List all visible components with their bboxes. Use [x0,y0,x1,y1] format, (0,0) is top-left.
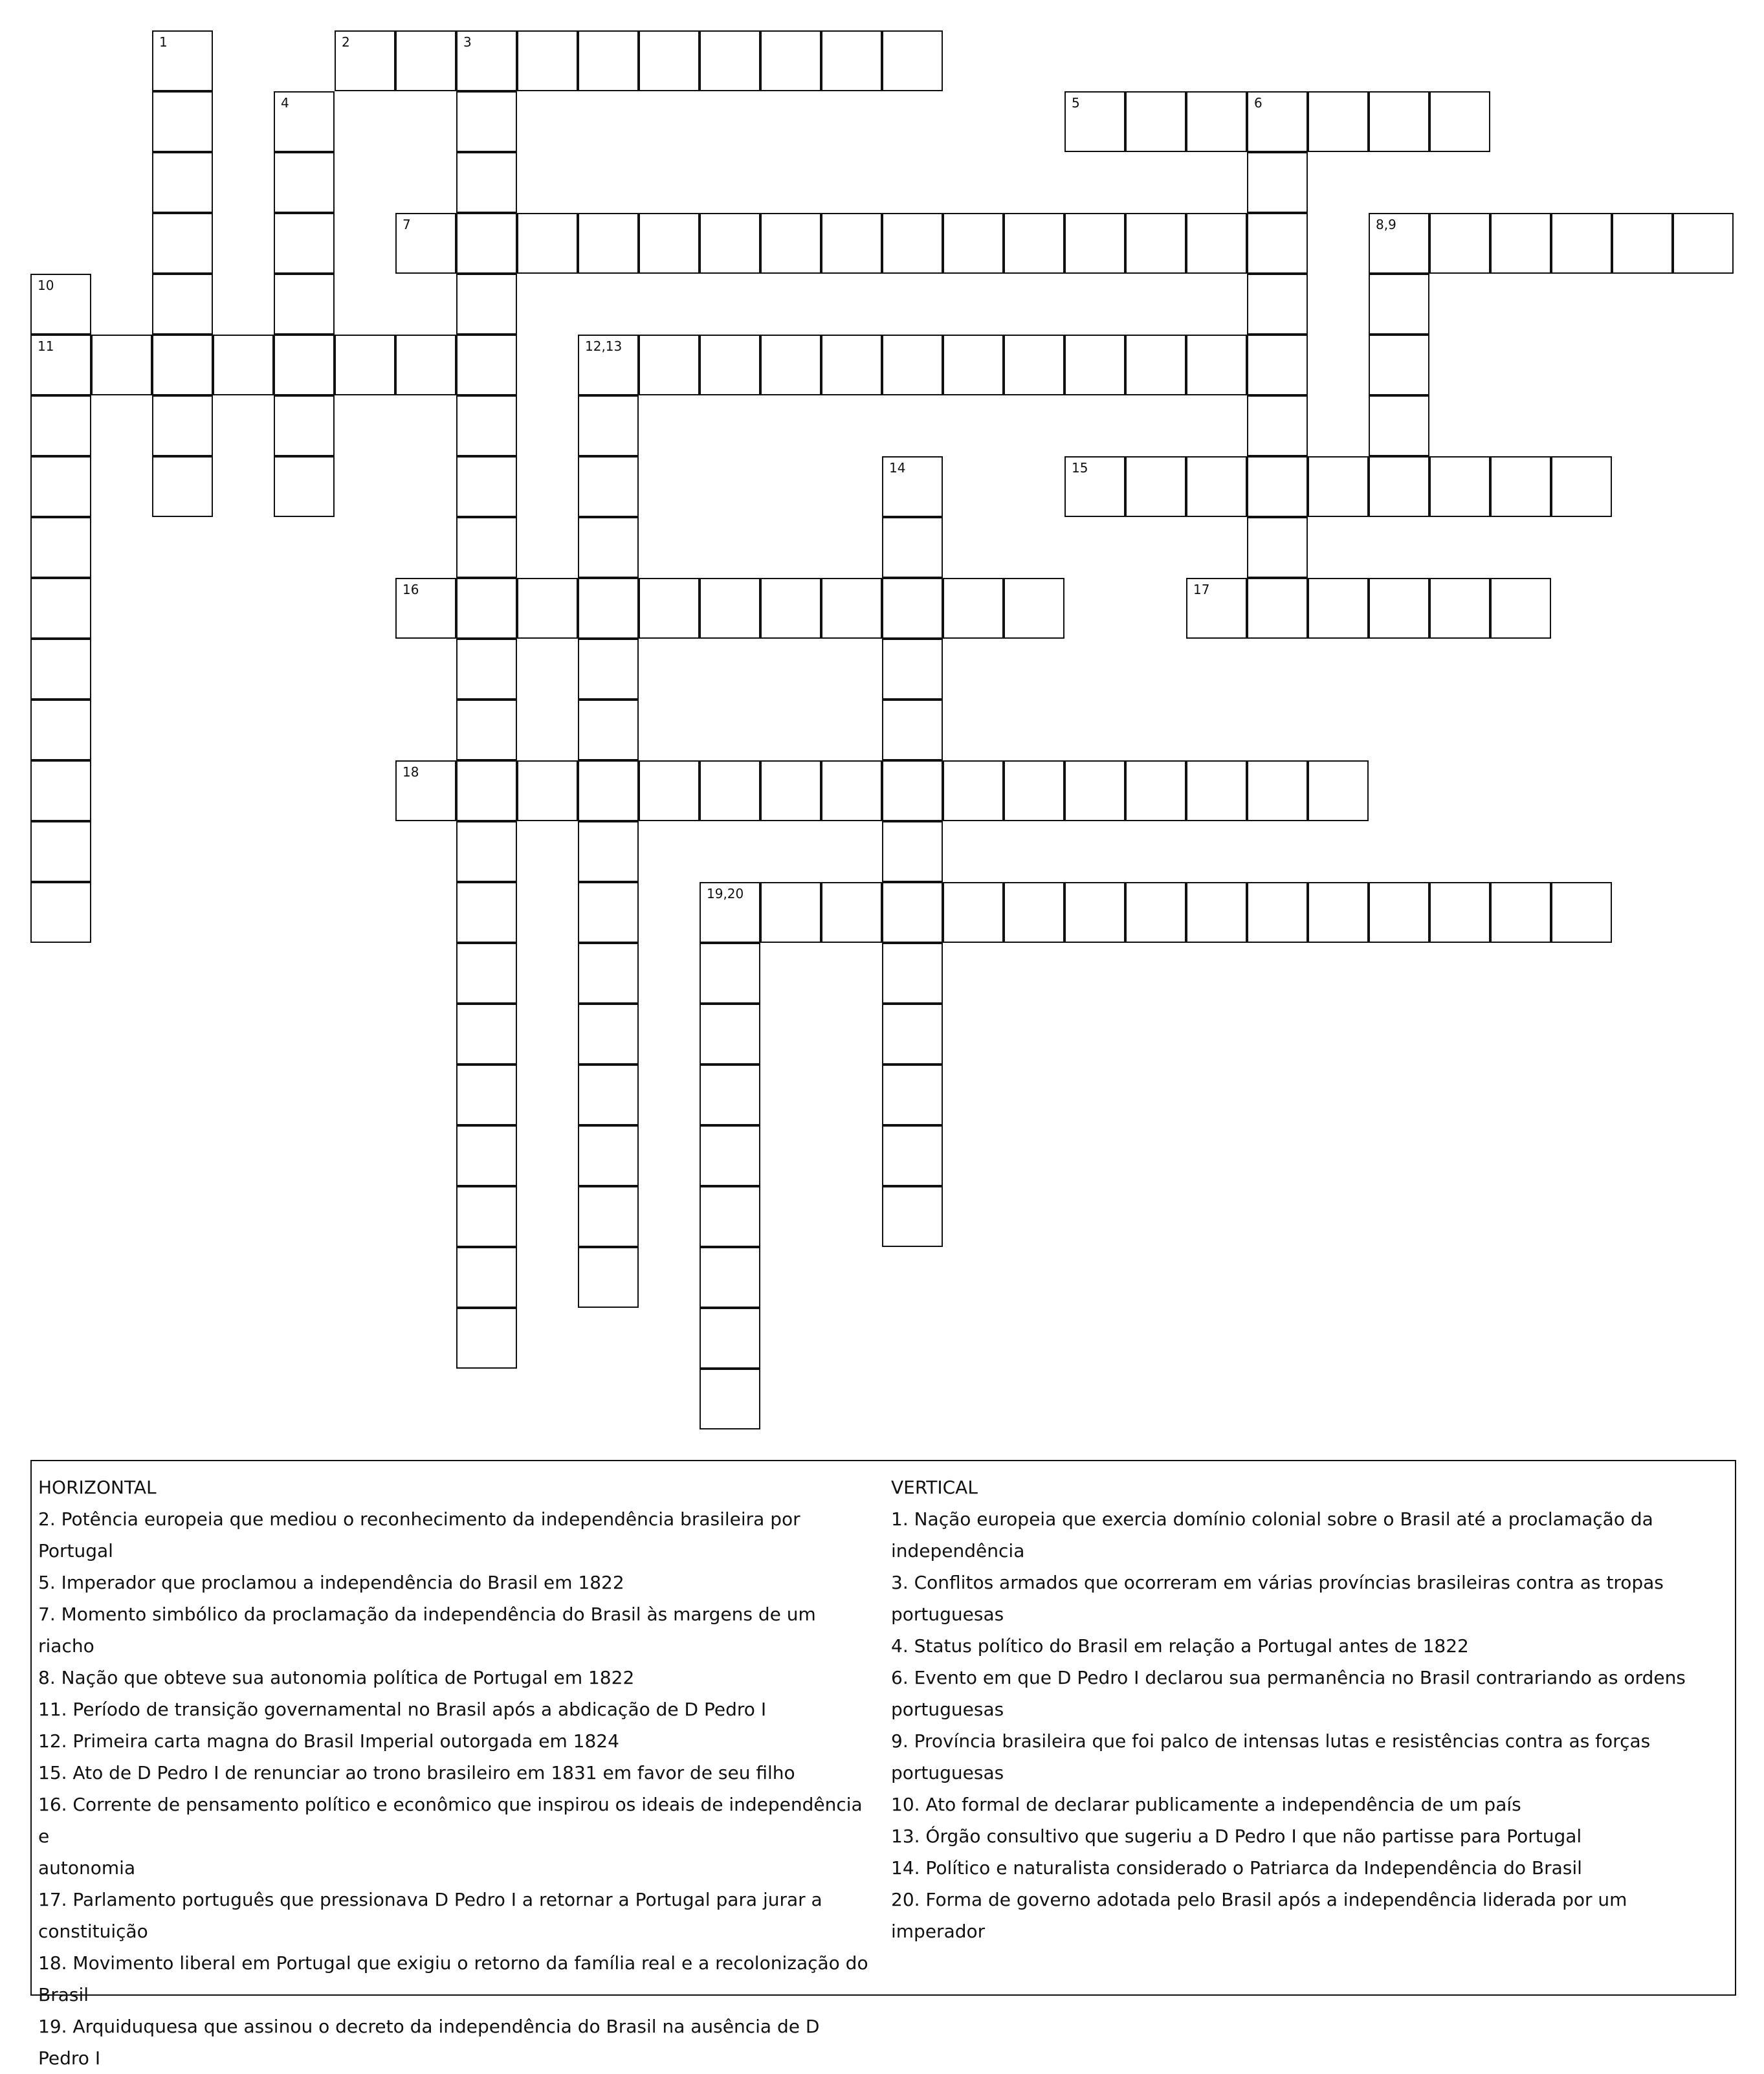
grid-cell[interactable] [1004,213,1064,274]
grid-cell[interactable] [395,30,456,91]
grid-cell[interactable] [1673,213,1734,274]
grid-cell[interactable] [1369,91,1429,152]
grid-cell[interactable] [882,335,943,395]
clue-line: portuguesas [891,1699,1004,1720]
grid-cell[interactable] [1247,152,1308,213]
grid-cell[interactable] [1004,760,1064,821]
grid-cell[interactable] [639,760,700,821]
clue-line: 5. Imperador que proclamou a independência do Brasil em 1822 [38,1572,624,1593]
grid-cell[interactable] [943,760,1004,821]
grid-cell[interactable] [943,213,1004,274]
grid-cell[interactable] [213,335,274,395]
grid-cell[interactable] [639,335,700,395]
grid-cell[interactable] [882,213,943,274]
grid-cell[interactable] [456,456,517,517]
clue-line: 9. Província brasileira que foi palco de intensas lutas e resistências contra as forças portuguesas [891,1730,1651,1783]
grid-cell[interactable] [152,456,213,517]
grid-cell[interactable] [1429,213,1490,274]
grid-cell[interactable] [1247,882,1308,943]
grid-cell[interactable] [700,1125,760,1186]
grid-cell[interactable] [1247,395,1308,456]
clue-line: 17. Parlamento português que pressionava D Pedro I a retornar a Portugal para jurar a [38,1889,822,1910]
clue-line: 4. Status político do Brasil em relação a Portugal antes de 1822 [891,1635,1469,1657]
grid-cell[interactable] [30,274,91,335]
grid-cell[interactable] [700,760,760,821]
grid-cell[interactable] [1125,91,1186,152]
grid-cell[interactable] [1064,213,1125,274]
clue-line: 11. Período de transição governamental no Brasil após a abdicação de D Pedro I [38,1699,767,1720]
clue-line: 14. Político e naturalista considerado o Patriarca da Independência do Brasil [891,1857,1582,1879]
grid-cell[interactable] [700,578,760,639]
grid-cell[interactable] [821,213,882,274]
grid-cell[interactable] [395,760,456,821]
grid-cell[interactable] [700,30,760,91]
grid-cell[interactable] [274,91,335,152]
clue-line: autonomia [38,1857,136,1879]
clue-number: 12,13 [585,338,623,354]
grid-cell[interactable] [882,578,943,639]
grid-cell[interactable] [274,152,335,213]
grid-cell[interactable] [1369,882,1429,943]
grid-cell[interactable] [456,700,517,760]
clue-number: 5 [1072,95,1080,111]
grid-cell[interactable] [1186,213,1247,274]
grid-cell[interactable] [1429,456,1490,517]
clue-line: constituição [38,1921,148,1942]
grid-cell[interactable] [395,335,456,395]
grid-cell[interactable] [882,821,943,882]
grid-cell[interactable] [1064,91,1125,152]
clue-line: 7. Momento simbólico da proclamação da independência do Brasil às margens de um riacho [38,1604,816,1657]
grid-cell[interactable] [517,760,578,821]
grid-cell[interactable] [1369,213,1429,274]
grid-cell[interactable] [1247,578,1308,639]
grid-cell[interactable] [700,1308,760,1369]
grid-cell[interactable] [882,1125,943,1186]
grid-cell[interactable] [700,213,760,274]
grid-cell[interactable] [760,335,821,395]
grid-cell[interactable] [943,578,1004,639]
grid-cell[interactable] [152,274,213,335]
clue-number: 4 [281,95,289,111]
clue-line: 12. Primeira carta magna do Brasil Imperial outorgada em 1824 [38,1730,619,1752]
grid-cell[interactable] [700,335,760,395]
grid-cell[interactable] [1064,760,1125,821]
grid-cell[interactable] [700,882,760,943]
grid-cell[interactable] [274,335,335,395]
clue-line: 10. Ato formal de declarar publicamente a independência de um país [891,1794,1521,1815]
grid-cell[interactable] [152,335,213,395]
clue-number: 1 [159,34,168,50]
clue-number: 17 [1193,582,1210,597]
grid-cell[interactable] [882,639,943,700]
grid-cell[interactable] [578,395,639,456]
grid-cell[interactable] [700,943,760,1004]
grid-cell[interactable] [578,760,639,821]
grid-cell[interactable] [1247,213,1308,274]
grid-cell[interactable] [639,30,700,91]
grid-cell[interactable] [1064,335,1125,395]
grid-cell[interactable] [821,578,882,639]
grid-cell[interactable] [274,213,335,274]
grid-cell[interactable] [1369,335,1429,395]
clue-number: 7 [402,217,411,232]
grid-cell[interactable] [882,882,943,943]
grid-cell[interactable] [456,943,517,1004]
grid-cell[interactable] [456,274,517,335]
grid-cell[interactable] [821,30,882,91]
grid-cell[interactable] [1064,456,1125,517]
grid-cell[interactable] [882,1065,943,1125]
grid-cell[interactable] [1490,213,1551,274]
clue-line: 2. Potência europeia que mediou o reconhecimento da independência brasileira por Portugal [38,1508,800,1561]
grid-cell[interactable] [700,1247,760,1308]
grid-cell[interactable] [152,30,213,91]
clue-number: 10 [38,278,54,293]
clue-line: independência [891,1540,1025,1561]
grid-cell[interactable] [943,335,1004,395]
grid-cell[interactable] [1247,517,1308,578]
clue-number: 11 [38,338,54,354]
clue-line: 6. Evento em que D Pedro I declarou sua permanência no Brasil contrariando as ordens [891,1667,1686,1688]
grid-cell[interactable] [1247,274,1308,335]
grid-cell[interactable] [1125,760,1186,821]
clue-line: Brasil [38,1984,89,2005]
clue-number: 8,9 [1376,217,1396,232]
clue-box [30,1460,1736,2069]
grid-cell[interactable] [578,821,639,882]
grid-cell[interactable] [578,456,639,517]
grid-cell[interactable] [456,335,517,395]
grid-cell[interactable] [821,335,882,395]
clue-number: 16 [402,582,419,597]
grid-cell[interactable] [760,213,821,274]
clue-number: 2 [342,34,350,50]
grid-cell[interactable] [578,700,639,760]
grid-cell[interactable] [274,456,335,517]
clue-line: 18. Movimento liberal em Portugal que exigiu o retorno da família real e a recolonização do [38,1952,868,1974]
clue-number: 15 [1072,460,1088,476]
clue-number: 14 [889,460,906,476]
grid-cell[interactable] [578,943,639,1004]
grid-cell[interactable] [456,395,517,456]
grid-cell[interactable] [760,882,821,943]
grid-cell[interactable] [30,517,91,578]
grid-cell[interactable] [760,760,821,821]
grid-cell[interactable] [760,578,821,639]
grid-cell[interactable] [639,578,700,639]
grid-cell[interactable] [578,1004,639,1065]
grid-cell[interactable] [882,760,943,821]
grid-cell[interactable] [395,578,456,639]
grid-cell[interactable] [1308,882,1369,943]
grid-cell[interactable] [700,1065,760,1125]
grid-cell[interactable] [578,213,639,274]
grid-cell[interactable] [700,1186,760,1247]
horizontal-title: HORIZONTAL [38,1477,157,1498]
grid-cell[interactable] [30,882,91,943]
grid-cell[interactable] [30,395,91,456]
clue-line: 3. Conflitos armados que ocorreram em várias províncias brasileiras contra as tropas [891,1572,1664,1593]
grid-cell[interactable] [882,456,943,517]
grid-cell[interactable] [578,30,639,91]
grid-cell[interactable] [30,700,91,760]
grid-cell[interactable] [456,821,517,882]
grid-cell[interactable] [1186,760,1247,821]
grid-cell[interactable] [1308,760,1369,821]
clue-number: 6 [1254,95,1262,111]
clue-number: 18 [402,764,419,780]
grid-cell[interactable] [456,1004,517,1065]
grid-cell[interactable] [456,1308,517,1369]
grid-cell[interactable] [152,152,213,213]
grid-cell[interactable] [882,1004,943,1065]
grid-cell[interactable] [1369,456,1429,517]
grid-cell[interactable] [30,639,91,700]
grid-cell[interactable] [456,760,517,821]
grid-cell[interactable] [1247,456,1308,517]
grid-cell[interactable] [1551,882,1612,943]
grid-cell[interactable] [517,30,578,91]
grid-cell[interactable] [335,30,395,91]
clue-line: 15. Ato de D Pedro I de renunciar ao trono brasileiro em 1831 em favor de seu filho [38,1762,795,1783]
grid-cell[interactable] [760,30,821,91]
clue-line: 1. Nação europeia que exercia domínio colonial sobre o Brasil até a proclamação da [891,1508,1653,1530]
grid-cell[interactable] [1064,882,1125,943]
grid-cell[interactable] [1490,578,1551,639]
grid-cell[interactable] [456,1186,517,1247]
grid-cell[interactable] [578,578,639,639]
grid-cell[interactable] [578,1247,639,1308]
grid-cell[interactable] [1004,882,1064,943]
grid-cell[interactable] [456,517,517,578]
grid-cell[interactable] [1490,882,1551,943]
grid-cell[interactable] [1369,395,1429,456]
grid-cell[interactable] [30,456,91,517]
grid-cell[interactable] [456,882,517,943]
grid-cell[interactable] [456,639,517,700]
grid-cell[interactable] [1247,335,1308,395]
grid-cell[interactable] [700,1004,760,1065]
clue-line: 19. Arquiduquesa que assinou o decreto da independência do Brasil na ausência de D Pedro I [38,2016,820,2069]
grid-cell[interactable] [30,760,91,821]
grid-cell[interactable] [91,335,152,395]
grid-cell[interactable] [1369,274,1429,335]
vertical-clues [891,1472,1726,1947]
grid-cell[interactable] [821,760,882,821]
grid-cell[interactable] [639,213,700,274]
grid-cell[interactable] [30,335,91,395]
grid-cell[interactable] [1308,456,1369,517]
clue-line: 8. Nação que obteve sua autonomia política de Portugal em 1822 [38,1667,635,1688]
grid-cell[interactable] [1186,578,1247,639]
grid-cell[interactable] [517,578,578,639]
grid-cell[interactable] [1612,213,1673,274]
grid-cell[interactable] [456,1125,517,1186]
grid-cell[interactable] [1186,91,1247,152]
grid-cell[interactable] [152,213,213,274]
grid-cell[interactable] [1186,882,1247,943]
grid-cell[interactable] [456,30,517,91]
grid-cell[interactable] [456,91,517,152]
grid-cell[interactable] [456,213,517,274]
grid-cell[interactable] [1551,213,1612,274]
grid-cell[interactable] [1004,335,1064,395]
grid-cell[interactable] [1429,91,1490,152]
grid-cell[interactable] [882,943,943,1004]
clue-number: 19,20 [707,886,744,901]
grid-cell[interactable] [882,1186,943,1247]
grid-cell[interactable] [821,882,882,943]
vertical-title: VERTICAL [891,1477,978,1498]
grid-cell[interactable] [456,578,517,639]
grid-cell[interactable] [882,700,943,760]
grid-cell[interactable] [1490,456,1551,517]
grid-cell[interactable] [152,91,213,152]
grid-cell[interactable] [1308,91,1369,152]
grid-cell[interactable] [1247,760,1308,821]
grid-cell[interactable] [882,517,943,578]
grid-cell[interactable] [1308,578,1369,639]
grid-cell[interactable] [395,213,456,274]
grid-cell[interactable] [1429,882,1490,943]
clue-line: 13. Órgão consultivo que sugeriu a D Pedro I que não partisse para Portugal [891,1826,1582,1847]
grid-cell[interactable] [578,335,639,395]
grid-cell[interactable] [335,335,395,395]
grid-cell[interactable] [1125,213,1186,274]
grid-cell[interactable] [274,274,335,335]
grid-cell[interactable] [1369,578,1429,639]
grid-cell[interactable] [1125,335,1186,395]
grid-cell[interactable] [1551,456,1612,517]
grid-cell[interactable] [1247,91,1308,152]
grid-cell[interactable] [578,1186,639,1247]
grid-cell[interactable] [578,517,639,578]
grid-cell[interactable] [456,152,517,213]
grid-cell[interactable] [30,578,91,639]
grid-cell[interactable] [1004,578,1064,639]
grid-cell[interactable] [517,213,578,274]
clue-line: 16. Corrente de pensamento político e econômico que inspirou os ideais de independência e [38,1794,863,1847]
grid-cell[interactable] [578,1065,639,1125]
grid-cell[interactable] [1125,456,1186,517]
grid-cell[interactable] [1186,335,1247,395]
clue-number: 3 [463,34,472,50]
grid-cell[interactable] [943,882,1004,943]
clue-line: 20. Forma de governo adotada pelo Brasil após a independência liderada por um imperador [891,1889,1627,1942]
grid-cell[interactable] [274,395,335,456]
clue-line: portuguesas [891,1604,1004,1625]
grid-cell[interactable] [700,1369,760,1429]
horizontal-clues [38,1472,873,2074]
grid-cell[interactable] [578,639,639,700]
grid-cell[interactable] [152,395,213,456]
grid-cell[interactable] [30,821,91,882]
grid-cell[interactable] [456,1065,517,1125]
grid-cell[interactable] [578,882,639,943]
grid-cell[interactable] [456,1247,517,1308]
grid-cell[interactable] [1125,882,1186,943]
grid-cell[interactable] [1429,578,1490,639]
grid-cell[interactable] [1186,456,1247,517]
grid-cell[interactable] [882,30,943,91]
grid-cell[interactable] [578,1125,639,1186]
